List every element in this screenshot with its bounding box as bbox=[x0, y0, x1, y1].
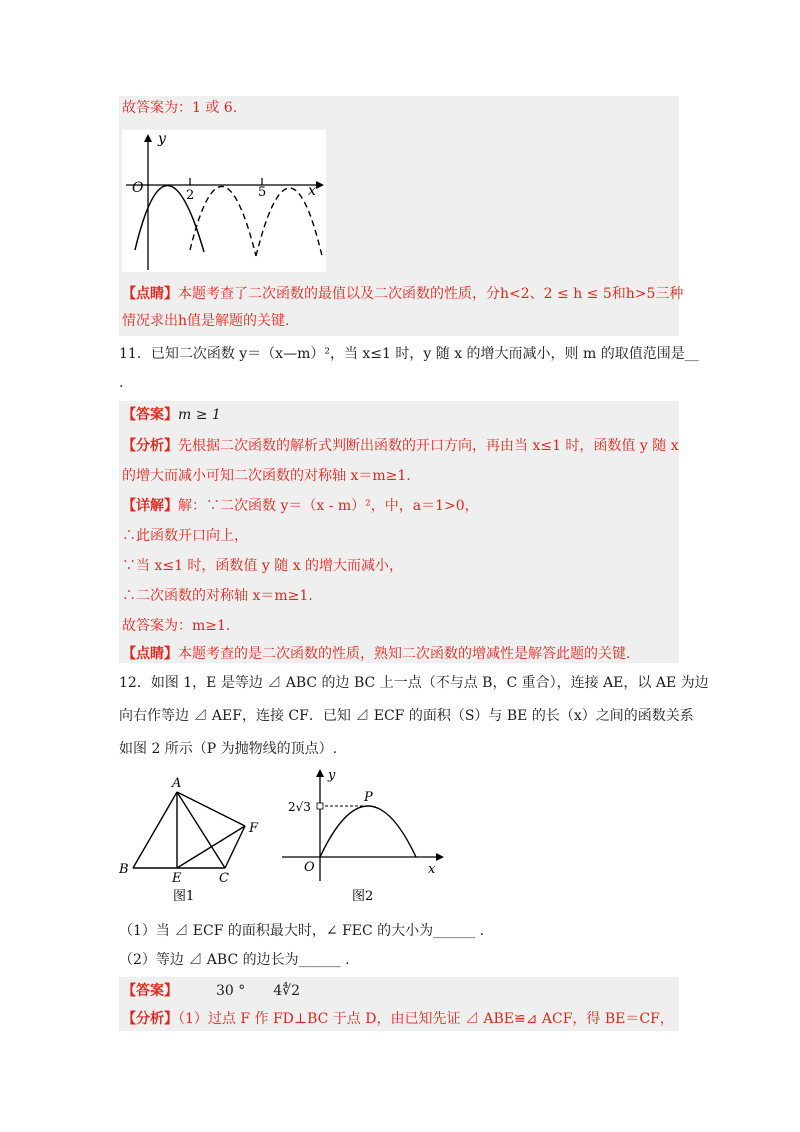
final-answer-line: 故答案为：m≥1. bbox=[122, 618, 231, 634]
question-11-line-1: 11．已知二次函数 y＝（x—m）²，当 x≤1 时，y 随 x 的增大而减小，则 m 的取值范围是__ bbox=[119, 346, 699, 362]
max-value-label: 2√3 bbox=[288, 800, 311, 814]
y-axis-label-2: y bbox=[328, 768, 336, 783]
answer-line: 故答案为：1 或 6. bbox=[122, 100, 238, 116]
sub-question-1: （1）当 ⊿ ECF 的面积最大时，∠ FEC 的大小为______ . bbox=[119, 923, 485, 939]
point-F: F bbox=[249, 821, 259, 836]
comment-line-2: 情况求出h值是解题的关键. bbox=[122, 313, 290, 329]
tick-label-2: 2 bbox=[186, 188, 195, 203]
tick-label-5: 5 bbox=[258, 185, 267, 200]
geometry-figure-1 bbox=[115, 772, 275, 907]
point-A: A bbox=[172, 776, 182, 791]
answer-row: 【答案】m ≥ 1 bbox=[122, 407, 221, 423]
question-12-line-3: 如图 2 所示（P 为抛物线的顶点）. bbox=[119, 741, 338, 757]
point-E: E bbox=[172, 871, 182, 886]
detail-line-1: 【详解】解：∵二次函数 y＝（x - m）²，中，a＝1>0， bbox=[122, 498, 479, 514]
figure-1-caption: 图1 bbox=[173, 889, 195, 904]
x-axis-label-2: x bbox=[428, 862, 436, 877]
point-C: C bbox=[219, 871, 229, 886]
point-B: B bbox=[119, 862, 129, 877]
x-axis-label: x bbox=[308, 183, 316, 199]
detail-line-3: ∵当 x≤1 时，函数值 y 随 x 的增大而减小， bbox=[122, 558, 404, 574]
question-12-line-1: 12．如图 1，E 是等边 ⊿ ABC 的边 BC 上一点（不与点 B，C 重合），连接 AE，以 AE 为边 bbox=[119, 675, 709, 691]
sub-question-2: （2）等边 ⊿ ABC 的边长为______ . bbox=[119, 952, 350, 968]
function-graph-figure-2 bbox=[280, 765, 450, 907]
origin-label: O bbox=[132, 180, 144, 196]
parabola-figure-1 bbox=[122, 130, 326, 272]
question-11-line-2: . bbox=[119, 375, 124, 391]
detail-line-2: ∴此函数开口向上， bbox=[122, 528, 248, 544]
y-axis-label: y bbox=[158, 131, 166, 147]
answer-row-12: 【答案】 30 ° 4∜2 bbox=[122, 983, 301, 999]
origin-label-2: O bbox=[304, 860, 315, 875]
figure-2-caption: 图2 bbox=[352, 889, 374, 904]
comment-line: 【点睛】本题考查的是二次函数的性质，熟知二次函数的增减性是解答此题的关键. bbox=[122, 646, 631, 662]
analysis-line-1: 【分析】先根据二次函数的解析式判断出函数的开口方向，再由当 x≤1 时，函数值 y 随 x bbox=[122, 438, 679, 454]
analysis-line-2: 的增大而减小可知二次函数的对称轴 x＝m≥1. bbox=[122, 468, 411, 484]
comment-line-1: 【点睛】本题考查了二次函数的最值以及二次函数的性质，分h<2、2 ≤ h ≤ 5和h>5三种 bbox=[122, 286, 684, 302]
vertex-label-P: P bbox=[364, 790, 373, 805]
detail-line-4: ∴二次函数的对称轴 x＝m≥1. bbox=[122, 588, 313, 604]
analysis-line-12: 【分析】（1）过点 F 作 FD⊥BC 于点 D，由已知先证 ⊿ ABE≌⊿ ACF，得 BE＝CF， bbox=[122, 1011, 674, 1027]
question-12-line-2: 向右作等边 ⊿ AEF，连接 CF．已知 ⊿ ECF 的面积（S）与 BE 的长（x）之间的函数关系 bbox=[119, 708, 694, 724]
